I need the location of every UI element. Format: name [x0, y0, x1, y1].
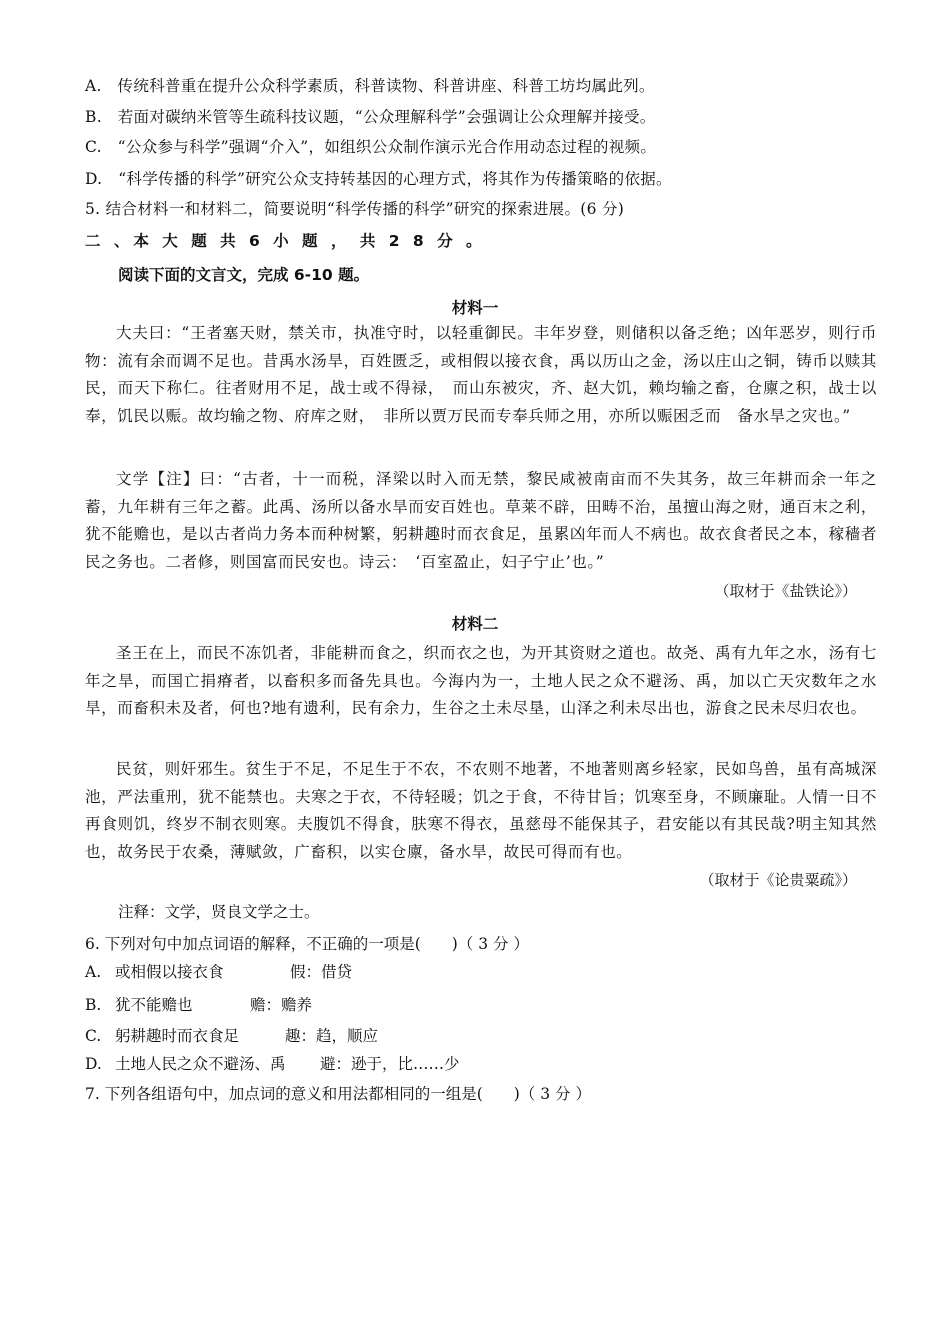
option-text: 或相假以接衣食	[115, 963, 224, 981]
question-7-stem: 7. 下列各组语句中，加点词的意义和用法都相同的一组是( )（ 3 分 ）	[85, 1085, 591, 1103]
question-6-option-d	[85, 1054, 460, 1074]
q4-option-b: B. 若面对碳纳米管等生疏科技议题，“公众理解科学”会强调让公众理解并接受。	[85, 108, 656, 126]
question-6-stem: 6. 下列对句中加点词语的解释，不正确的一项是( )（ 3 分 ）	[85, 935, 529, 953]
material-2-title: 材料二	[451, 615, 499, 633]
material-1-paragraph-2: 文学【注】曰：“古者，十一而税，泽梁以时入而无禁，黎民咸被南亩而不失其务，故三年耕而余一年之蓄，九年耕有三年之蓄。此禹、汤所以备水旱而安百姓也。草莱不辟，田畴不治，虽擅山海之财，通百末之利，犹不能赡也，是以古者尚力务本而种树繁，躬耕趣时而衣食足，虽累凶年而人不病也。故衣食者民之本，稼穑者民之务也。二者修，则国富而民安也。诗云： ‘百室盈止，妇子宁止’也。”	[85, 470, 877, 571]
option-label: B.	[85, 996, 102, 1014]
q4-option-a: A. 传统科普重在提升公众科学素质，科普读物、科普讲座、科普工坊均属此列。	[85, 77, 655, 95]
option-gloss: 趣：趋，顺应	[285, 1027, 379, 1045]
option-gloss: 假：借贷	[290, 963, 353, 981]
option-label: C.	[85, 1027, 102, 1045]
option-gloss: 赡：赡养	[250, 996, 313, 1014]
reading-instruction: 阅读下面的文言文，完成 6-10 题。	[118, 266, 370, 284]
option-gloss: 避：逊于，比……少	[320, 1055, 460, 1073]
question-6-option-a	[85, 962, 352, 982]
option-text: 躬耕趣时而衣食足	[115, 1027, 240, 1045]
q4-option-d: D. “科学传播的科学”研究公众支持转基因的心理方式，将其作为传播策略的依据。	[85, 170, 672, 188]
material-1-paragraph-1: 大夫曰：“王者塞天财，禁关市，执准守时，以轻重御民。丰年岁登，则储积以备乏绝；凶年恶岁，则行币物：流有余而调不足也。昔禹水汤旱，百姓匮乏，或相假以接衣食，禹以历山之金，汤以庄山之铜，铸币以赎其民，而天下称仁。往者财用不足，战士或不得禄， 而山东被灾，齐、赵大饥，赖均输之畜，仓廪之积，战士以奉，饥民以赈。故均输之物、府库之财， 非所以贾万民而专奉兵师之用，亦所以赈困乏而 备水旱之灾也。”	[85, 324, 877, 425]
annotation-note: 注释：文学，贤良文学之士。	[118, 903, 320, 921]
material-2-paragraph-2: 民贫，则奸邪生。贫生于不足，不足生于不农，不农则不地著，不地著则离乡轻家，民如鸟兽，虽有高城深池，严法重刑，犹不能禁也。夫寒之于衣，不待轻暖；饥之于食，不待甘旨；饥寒至身，不顾廉耻。人情一日不再食则饥，终岁不制衣则寒。夫腹饥不得食，肤寒不得衣，虽慈母不能保其子，君安能以有其民哉?明主知其然也，故务民于农桑，薄赋敛，广畜积，以实仓廪，备水旱，故民可得而有也。	[85, 760, 877, 861]
option-label: D.	[85, 1055, 102, 1073]
question-6-option-c	[85, 1026, 378, 1046]
option-text: 犹不能赡也	[115, 996, 193, 1014]
material-1-title: 材料一	[451, 299, 499, 317]
option-label: A.	[85, 963, 102, 981]
material-2-source: （取材于《论贵粟疏》）	[699, 871, 857, 889]
question-5: 5. 结合材料一和材料二，简要说明“科学传播的科学”研究的探索进展。(6 分)	[85, 200, 625, 218]
option-text: 土地人民之众不避汤、禹	[115, 1055, 286, 1073]
section-heading: 二 、本 大 题 共 6 小 题 ， 共 2 8 分 。	[85, 232, 486, 250]
q4-option-c: C. “公众参与科学”强调“介入”，如组织公众制作演示光合作用动态过程的视频。	[85, 138, 657, 156]
material-2-paragraph-1: 圣王在上，而民不冻饥者，非能耕而食之，织而衣之也，为开其资财之道也。故尧、禹有九年之水，汤有七年之旱，而国亡捐瘠者，以畜积多而备先具也。今海内为一，土地人民之众不避汤、禹，加以亡天灾数年之水旱，而畜积未及者，何也?地有遗利，民有余力，生谷之土未尽垦，山泽之利未尽出也，游食之民未尽归农也。	[85, 644, 877, 717]
question-6-option-b	[85, 995, 312, 1015]
material-1-source: （取材于《盐铁论》）	[714, 582, 857, 600]
